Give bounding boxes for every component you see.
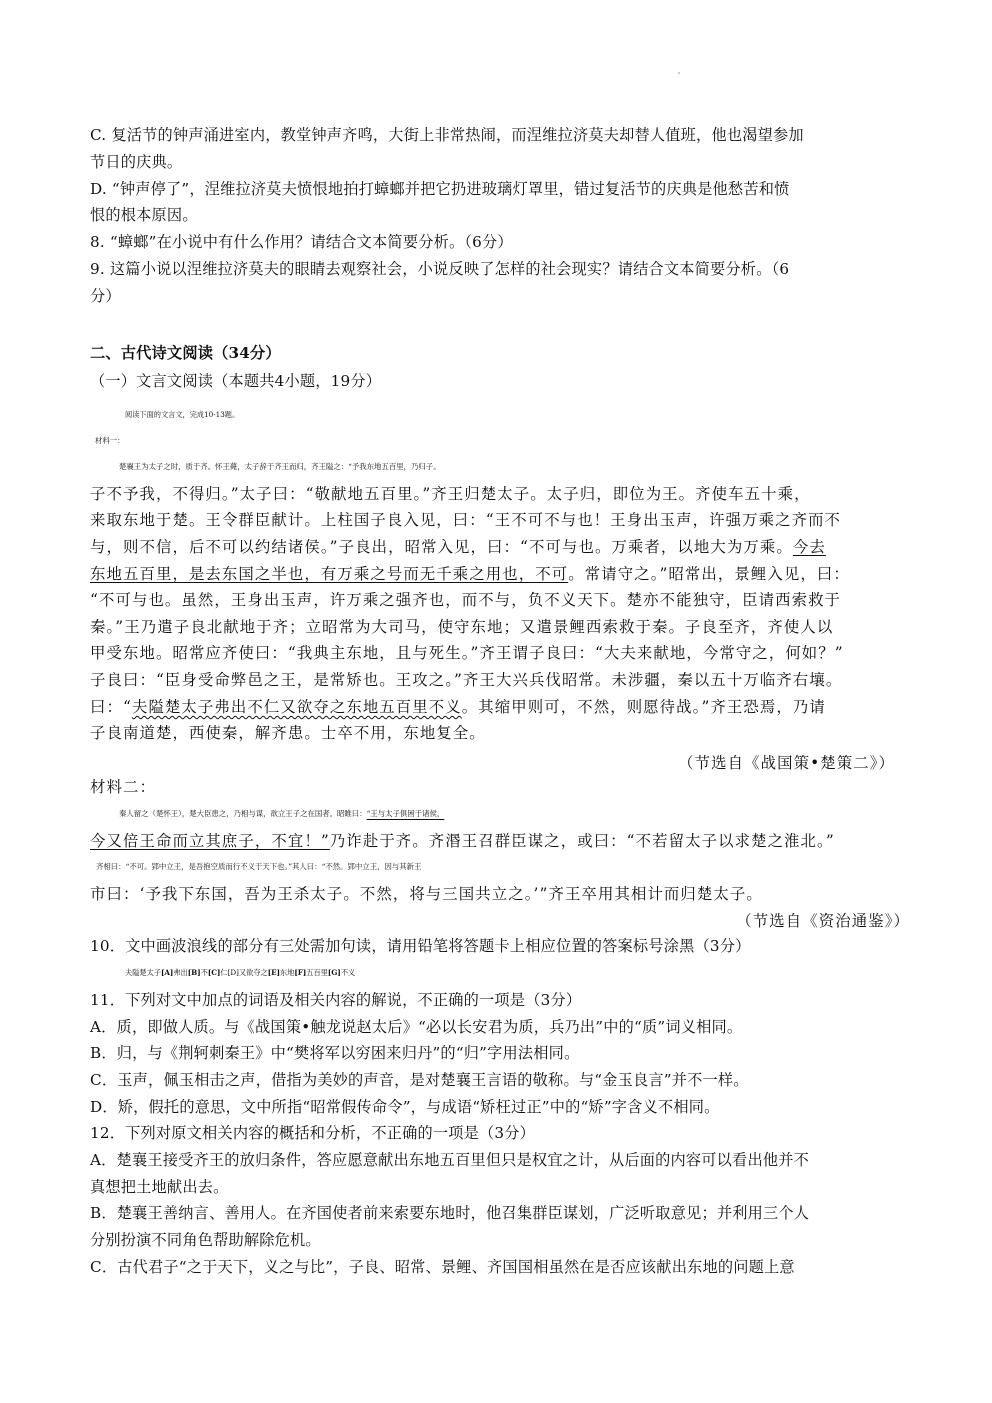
question-12-option-a-line2: 真想把土地献出去。 xyxy=(90,1178,229,1196)
material-1-text: 曰：“ xyxy=(90,698,132,716)
material-1-label: 材料一： xyxy=(95,436,125,445)
material-1-line: 子良曰：“臣身受命弊邑之王，是常矫也。王攻之。”齐王大兴兵伐昭常。未涉疆，秦以五十万临齐右壤。 xyxy=(90,671,843,689)
material-1-line: 秦。”王乃遣子良北献地于齐；立昭常为大司马，使守东地；又遣景鲤西索救于秦。子良至齐，齐使人以 xyxy=(90,618,834,636)
material-2-source: （节选自《资治通鉴》） xyxy=(736,912,910,930)
answer-mark-b[interactable]: [B] xyxy=(187,968,201,977)
material-1-line xyxy=(90,536,910,558)
material-2-label: 材料二： xyxy=(90,778,156,796)
material-2-line xyxy=(90,830,910,852)
material-1-source: （节选自《战国策•楚策二》） xyxy=(678,754,895,772)
question-10: 10．文中画波浪线的部分有三处需加句读，请用铅笔将答题卡上相应位置的答案标号涂黑（3分） xyxy=(90,937,751,955)
segment-text: 又欲夺之 xyxy=(238,968,268,977)
question-12-option-b-line1: B．楚襄王善纳言、善用人。在齐国使者前来索要东地时，他召集群臣谋划，广泛听取意见；并利用三个人 xyxy=(90,1204,810,1222)
material-1-line xyxy=(90,696,910,718)
option-d-line2: 恨的根本原因。 xyxy=(90,206,198,224)
question-8: 8. “蟑螂”在小说中有什么作用？请结合文本简要分析。（6分） xyxy=(90,233,513,251)
material-1-line: 子不予我，不得归。”太子曰：“敬献地五百里。”齐王归楚太子。太子归，即位为王。齐使车五十乘， xyxy=(90,485,811,503)
question-9-line1: 9. 这篇小说以涅维拉济莫夫的眼睛去观察社会，小说反映了怎样的社会现实？请结合文本简要分析。（6 xyxy=(90,260,790,278)
material-1-line xyxy=(90,563,910,585)
option-d-line1: D. “钟声停了”，涅维拉济莫夫愤恨地拍打蟑螂并把它扔进玻璃灯罩里，错过复活节的庆典是他愁苦和愤 xyxy=(90,180,790,198)
answer-mark-c[interactable]: [C] xyxy=(207,968,221,977)
material-2-line: 齐相曰：“不可。郢中立王，是吾抱空质而行不义于天下也。”其人曰：“不然。郢中立王，因与其新王 xyxy=(96,862,422,871)
answer-mark-a[interactable]: [A] xyxy=(160,968,174,977)
material-2-text: 秦人留之（楚怀王），楚大臣患之，乃相与谋，欲立王子之在国者。昭睢曰： xyxy=(119,809,367,818)
segment-text: 仁 xyxy=(220,968,228,977)
answer-mark-f[interactable]: [F] xyxy=(294,968,307,977)
material-1-line: 甲受东地。昭常应齐使曰：“我典主东地，且与死生。”齐王谓子良曰：“大夫来献地，今常守之，何如？” xyxy=(90,644,844,662)
segment-text: 五百里 xyxy=(306,968,328,977)
answer-mark-e[interactable]: [E] xyxy=(267,968,280,977)
segment-text: 不义 xyxy=(340,968,356,977)
segment-text: 东地 xyxy=(279,968,295,977)
question-11-option-a: A．质，即做人质。与《战国策•触龙说赵太后》“必以长安君为质，兵乃出”中的“质”词义相同。 xyxy=(90,1018,743,1036)
option-c-line1: C. 复活节的钟声涌进室内，教堂钟声齐鸣，大街上非常热闹，而涅维拉济莫夫却替人值班，他也渴望参加 xyxy=(90,126,804,144)
material-1-line: 楚襄王为太子之时，质于齐。怀王薨，太子辞于齐王而归，齐王隘之：“予我东地五百里，乃归子。 xyxy=(119,462,441,471)
material-2-text: 乃诈赴于齐。齐湣王召群臣谋之，或曰：“不若留太子以求楚之淮北。” xyxy=(329,832,835,850)
reading-instruction: 阅读下面的文言文，完成10-13题。 xyxy=(125,410,240,419)
question-11-option-b: B．归，与《荆轲刺秦王》中“樊将军以穷困来归丹”的“归”字用法相同。 xyxy=(90,1044,580,1062)
question-12-option-a-line1: A．楚襄王接受齐王的放归条件，答应愿意献出东地五百里但只是权宜之计，从后面的内容可以看出他并不 xyxy=(90,1151,809,1169)
material-2-line: 市曰：‘予我下东国，吾为王杀太子。不然，将与三国共立之。’”齐王卒用其相计而归楚太子。 xyxy=(90,885,763,903)
wavy-underlined-sentence: 夫隘楚太子弗出不仁又欲夺之东地五百里不义 xyxy=(131,698,462,716)
option-c-line2: 节日的庆典。 xyxy=(90,153,183,171)
underlined-sentence: “王与太子俱困于诸侯， xyxy=(366,809,445,818)
question-11-option-c: C．玉声，佩玉相击之声，借指为美妙的声音，是对楚襄王言语的敬称。与“金玉良言”并不一样。 xyxy=(90,1071,749,1089)
underlined-sentence: 今又倍王命而立其庶子，不宜！” xyxy=(90,832,330,850)
question-11: 11．下列对文中加点的词语及相关内容的解说，不正确的一项是（3分） xyxy=(90,991,582,1009)
question-10-sentence xyxy=(125,962,945,984)
underlined-sentence: 今去 xyxy=(792,538,826,556)
material-1-line: 子良南道楚，西使秦，解齐患。士卒不用，东地复全。 xyxy=(90,724,486,742)
question-12-option-b-line2: 分别扮演不同角色帮助解除危机。 xyxy=(90,1231,321,1249)
question-12: 12．下列对原文相关内容的概括和分析，不正确的一项是（3分） xyxy=(90,1124,536,1142)
underlined-sentence: 东地五百里，是去东国之半也，有万乘之号而无千乘之用也，不可 xyxy=(90,565,569,583)
segment-text: 弗出 xyxy=(173,968,188,977)
material-2-line xyxy=(119,803,939,825)
material-1-text: 。其缩甲则可，不然，则愿待战。”齐王恐焉，乃请 xyxy=(461,698,826,716)
segment-text: 夫隘楚太子 xyxy=(125,968,161,977)
answer-mark-d[interactable]: [D] xyxy=(227,968,239,977)
subsection-heading: （一）文言文阅读（本题共4小题，19分） xyxy=(90,372,382,390)
material-1-text: 与，则不信，后不可以约结诸侯。”子良出，昭常入见，曰：“不可与也。万乘者，以地大为万乘。 xyxy=(90,538,793,556)
material-1-line: 来取东地于楚。王令群臣献计。上柱国子良入见，曰：“王不可不与也！王身出玉声，许强万乘之齐而不 xyxy=(90,511,842,529)
scan-speck xyxy=(678,72,680,74)
segment-text: 不 xyxy=(200,968,208,977)
section-heading: 二、古代诗文阅读（34分） xyxy=(90,344,281,362)
material-1-text: 。常请守之。”昭常出，景鲤入见，曰： xyxy=(568,565,850,583)
answer-mark-g[interactable]: [G] xyxy=(327,968,341,977)
question-11-option-d: D．矫，假托的意思，文中所指“昭常假传命令”，与成语“矫枉过正”中的“矫”字含义不相同。 xyxy=(90,1098,720,1116)
material-1-line: “不可与也。虽然，王身出玉声，许万乘之强齐也，而不与，负不义天下。楚亦不能独守，臣请西索救于 xyxy=(90,591,842,609)
question-9-line2: 分） xyxy=(90,287,121,305)
question-12-option-c-line1: C．古代君子“之于天下，义之与比”，子良、昭常、景鲤、齐国国相虽然在是否应该献出东地的问题上意 xyxy=(90,1258,795,1276)
